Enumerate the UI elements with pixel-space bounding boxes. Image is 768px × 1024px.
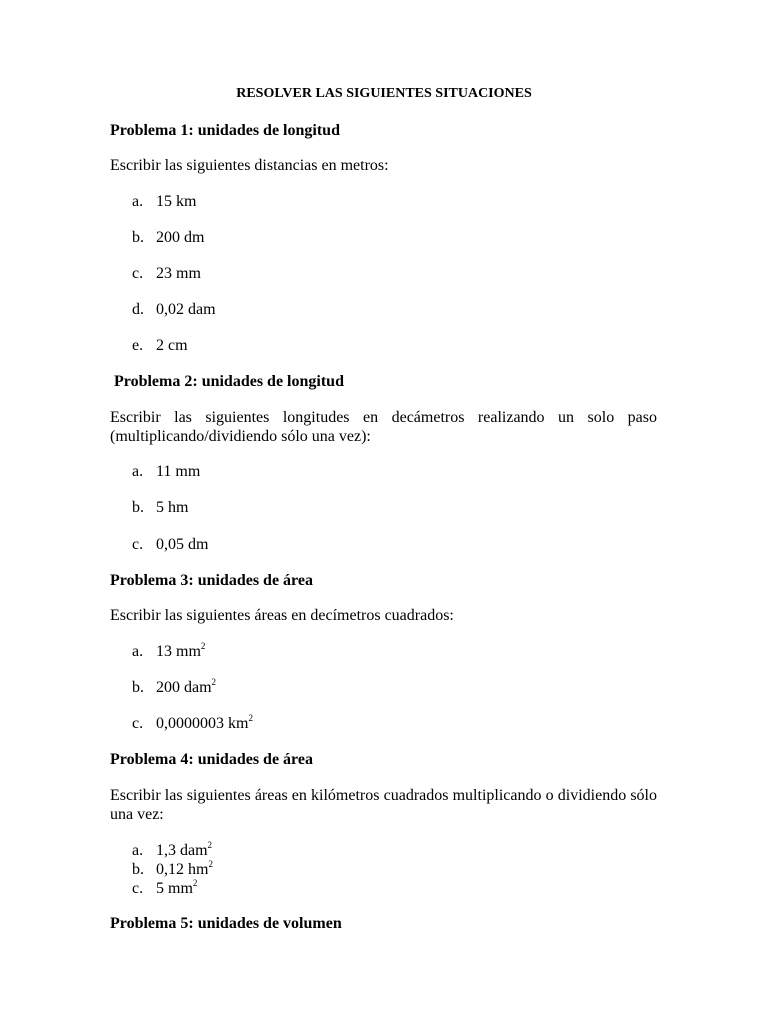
problem-5-heading: Problema 5: unidades de volumen bbox=[110, 915, 342, 932]
list-marker: b. bbox=[132, 679, 144, 696]
list-item-text: 0,02 dam bbox=[156, 301, 216, 318]
list-marker: a. bbox=[132, 193, 144, 210]
list-item-value bbox=[156, 860, 213, 879]
list-item-text: 13 mm bbox=[156, 643, 201, 660]
list-marker: c. bbox=[132, 715, 144, 732]
list-item-text: 0,05 dm bbox=[156, 536, 209, 553]
list-marker: c. bbox=[132, 265, 144, 282]
list-marker: b. bbox=[132, 499, 144, 516]
problem-2-heading: Problema 2: unidades de longitud bbox=[114, 373, 344, 390]
list-item-value bbox=[156, 714, 253, 733]
list-marker: e. bbox=[132, 337, 144, 354]
exponent: 2 bbox=[208, 859, 213, 869]
list-marker: a. bbox=[132, 842, 144, 859]
list-item-text: 200 dm bbox=[156, 229, 205, 246]
list-item-text: 15 km bbox=[156, 193, 197, 210]
problem-2-instruction: Escribir las siguientes longitudes en decámetros realizando un solo paso (multiplicando/dividiendo sólo una vez): bbox=[110, 409, 657, 445]
list-item-text: 11 mm bbox=[156, 463, 201, 480]
list-item-text: 0,12 hm bbox=[156, 861, 209, 878]
list-item-text: 200 dam bbox=[156, 679, 212, 696]
exponent: 2 bbox=[248, 713, 253, 723]
problem-1-heading: Problema 1: unidades de longitud bbox=[110, 122, 340, 139]
list-item-value bbox=[156, 841, 212, 860]
problem-3-instruction: Escribir las siguientes áreas en decímetros cuadrados: bbox=[110, 607, 454, 624]
list-marker: c. bbox=[132, 536, 144, 553]
list-marker: c. bbox=[132, 880, 144, 897]
exponent: 2 bbox=[192, 878, 198, 888]
list-item-value bbox=[156, 678, 216, 697]
exponent: 2 bbox=[211, 677, 217, 687]
list-item-text: 2 cm bbox=[156, 337, 188, 354]
problem-4-instruction: Escribir las siguientes áreas en kilómetros cuadrados multiplicando o dividiendo sólo una vez: bbox=[110, 787, 657, 823]
list-item-value bbox=[156, 879, 197, 898]
list-item-text: 23 mm bbox=[156, 265, 201, 282]
exponent: 2 bbox=[200, 641, 206, 651]
list-item-text: 1,3 dam bbox=[156, 842, 208, 859]
list-item-text: 0,0000003 km bbox=[156, 715, 249, 732]
list-item-value bbox=[156, 642, 205, 661]
list-item-text: 5 hm bbox=[156, 499, 189, 516]
problem-1-instruction: Escribir las siguientes distancias en metros: bbox=[110, 157, 389, 174]
list-marker: a. bbox=[132, 643, 144, 660]
list-item-text: 5 mm bbox=[156, 880, 193, 897]
list-marker: b. bbox=[132, 229, 144, 246]
list-marker: d. bbox=[132, 301, 144, 318]
exponent: 2 bbox=[207, 840, 213, 850]
problem-3-heading: Problema 3: unidades de área bbox=[110, 572, 313, 589]
list-marker: a. bbox=[132, 463, 144, 480]
list-marker: b. bbox=[132, 861, 144, 878]
page-title: RESOLVER LAS SIGUIENTES SITUACIONES bbox=[236, 86, 532, 101]
problem-4-heading: Problema 4: unidades de área bbox=[110, 751, 313, 768]
